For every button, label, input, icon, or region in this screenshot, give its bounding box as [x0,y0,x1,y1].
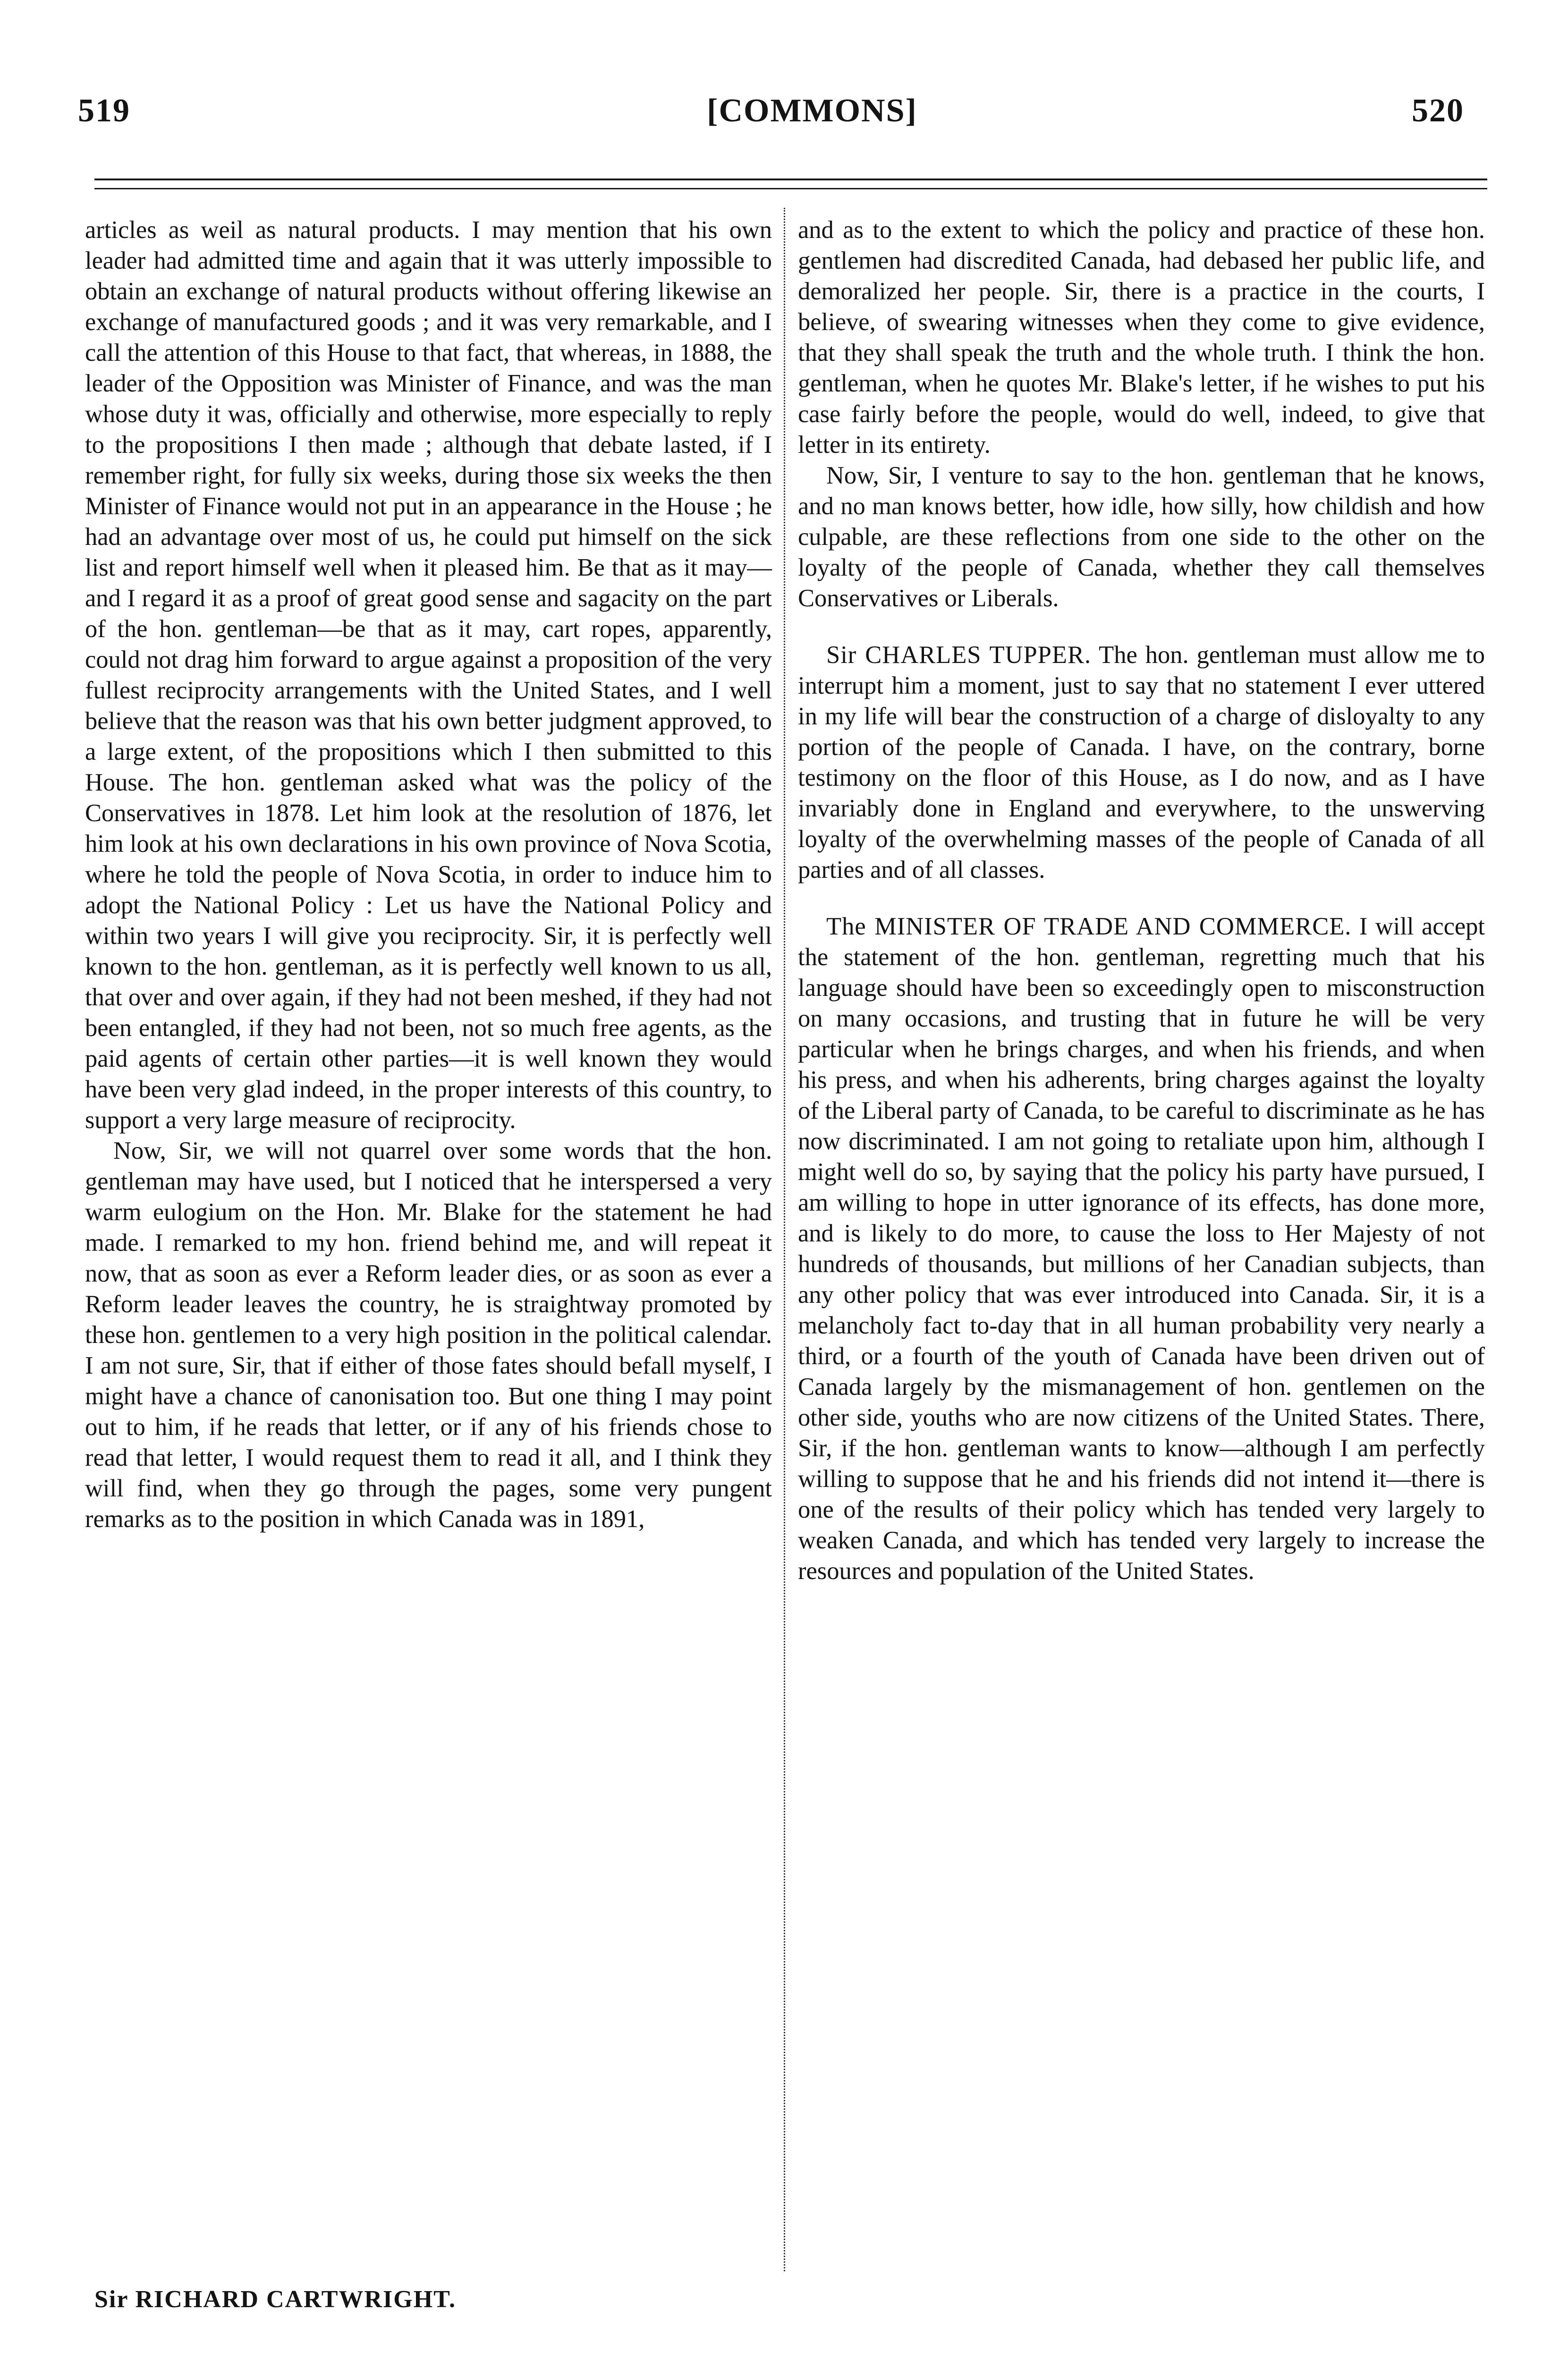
header-rule-bottom [94,188,1487,189]
speech-minister [798,911,1485,1587]
speaker-name-minister: The MINISTER OF TRADE AND COMMERCE. [826,913,1352,940]
speech-tupper-text: The hon. gentleman must allow me to interrupt him a moment, just to say that no statement I ever uttered in my life will bear the construction of a charge of disloyalty to any portion of the people of Canada. I have, on the contrary, borne testimony on the floor of this House, as I do now, and as I have invariably done in England and everywhere, to the unswerving loyalty of the overwhelming masses of the people of Canada of all parties and of all classes. [798,641,1485,883]
speaker-line-cartwright: Sir RICHARD CARTWRIGHT. [94,2286,456,2313]
right-column [798,215,1485,1587]
speech-minister-text: I will accept the statement of the hon. gentleman, regretting much that his language should have been so exceedingly open to misconstruction on many occasions, and trusting that in future he will be very particular when he brings charges, and when his friends, and when his press, and when his adherents, bring charges against the loyalty of the Liberal party of Canada, to be careful to discriminate as he has now discriminated. I am not going to retaliate upon him, although I might well do so, by saying that the policy his party have pursued, I am willing to hope in utter ignorance of its effects, has done more, and is likely to do more, to cause the loss to Her Majesty of not hundreds of thousands, but millions of her Canadian subjects, than any other policy that was ever introduced into Canada. Sir, it is a melancholy fact to-day that in all human probability very nearly a third, or a fourth of the youth of Canada have been driven out of Canada largely by the mismanagement of hon. gentlemen on the other side, youths who are now citizens of the United States. There, Sir, if the hon. gentleman wants to know—although I am perfectly willing to suppose that he and his friends did not intend it—there is one of the results of their policy which has tended very largely to weaken Canada, and which has tended very largely to increase the resources and population of the United States. [798,913,1485,1585]
speaker-name-tupper: Sir CHARLES TUPPER. [826,641,1092,669]
left-column [85,215,772,1535]
column-divider [784,208,785,2271]
right-paragraph-2: Now, Sir, I venture to say to the hon. gentleman that he knows, and no man knows better, how idle, how silly, how childish and how culpable, are these reflections from one side to the other on the loyalty of the people of Canada, whether they call themselves Conservatives or Liberals. [798,462,1485,612]
left-paragraph-1: articles as weil as natural products. I may mention that his own leader had admitted time and again that it was utterly impossible to obtain an exchange of natural products without offering likewise an exchange of manufactured goods ; and it was very remarkable, and I call the attention of this House to that fact, that whereas, in 1888, the leader of the Opposition was Minister of Finance, and was the man whose duty it was, officially and otherwise, more especially to reply to the propositions I then made ; although that debate lasted, if I remember right, for fully six weeks, during those six weeks the then Minister of Finance would not put in an appearance in the House ; he had an advantage over most of us, he could put himself on the sick list and report himself well when it pleased him. Be that as it may—and I regard it as a proof of great good sense and sagacity on the part of the hon. gentleman—be that as it may, cart ropes, apparently, could not drag him forward to argue against a proposition of the very fullest reciprocity arrangements with the United States, and I well believe that the reason was that his own better judgment approved, to a large extent, of the propositions which I then submitted to this House. The hon. gentleman asked what was the policy of the Conservatives in 1878. Let him look at the resolution of 1876, let him look at his own declarations in his own province of Nova Scotia, where he told the people of Nova Scotia, in order to induce him to adopt the National Policy : Let us have the National Policy and within two years I will give you reciprocity. Sir, it is perfectly well known to the hon. gentleman, as it is perfectly well known to us all, that over and over again, if they had not been meshed, if they had not been entangled, if they had not been, not so much free agents, as the paid agents of certain other parties—it is well known they would have been very glad indeed, in the proper interests of this country, to support a very large measure of reciprocity. [85,216,772,1134]
running-header-title: [COMMONS] [707,93,917,129]
speech-tupper [798,640,1485,885]
page-number-left: 519 [78,93,130,129]
page-number-right: 520 [1412,93,1464,129]
right-paragraph-1: and as to the extent to which the policy and practice of these hon. gentlemen had discredited Canada, had debased her public life, and demoralized her people. Sir, there is a practice in the courts, I believe, of swearing witnesses when they come to give evidence, that they shall speak the truth and the whole truth. I think the hon. gentleman, when he quotes Mr. Blake's letter, if he wishes to put his case fairly before the people, would do well, indeed, to give that letter in its entirety. [798,216,1485,459]
header-rule-top [94,178,1487,180]
left-paragraph-2: Now, Sir, we will not quarrel over some words that the hon. gentleman may have used, but I noticed that he interspersed a very warm eulogium on the Hon. Mr. Blake for the statement he had made. I remarked to my hon. friend behind me, and will repeat it now, that as soon as ever a Reform leader dies, or as soon as ever a Reform leader leaves the country, he is straightway promoted by these hon. gentlemen to a very high position in the political calendar. I am not sure, Sir, that if either of those fates should befall myself, I might have a chance of canonisation too. But one thing I may point out to him, if he reads that letter, or if any of his friends chose to read that letter, I would request them to read it all, and I think they will find, when they go through the pages, some very pungent remarks as to the position in which Canada was in 1891, [85,1137,772,1533]
